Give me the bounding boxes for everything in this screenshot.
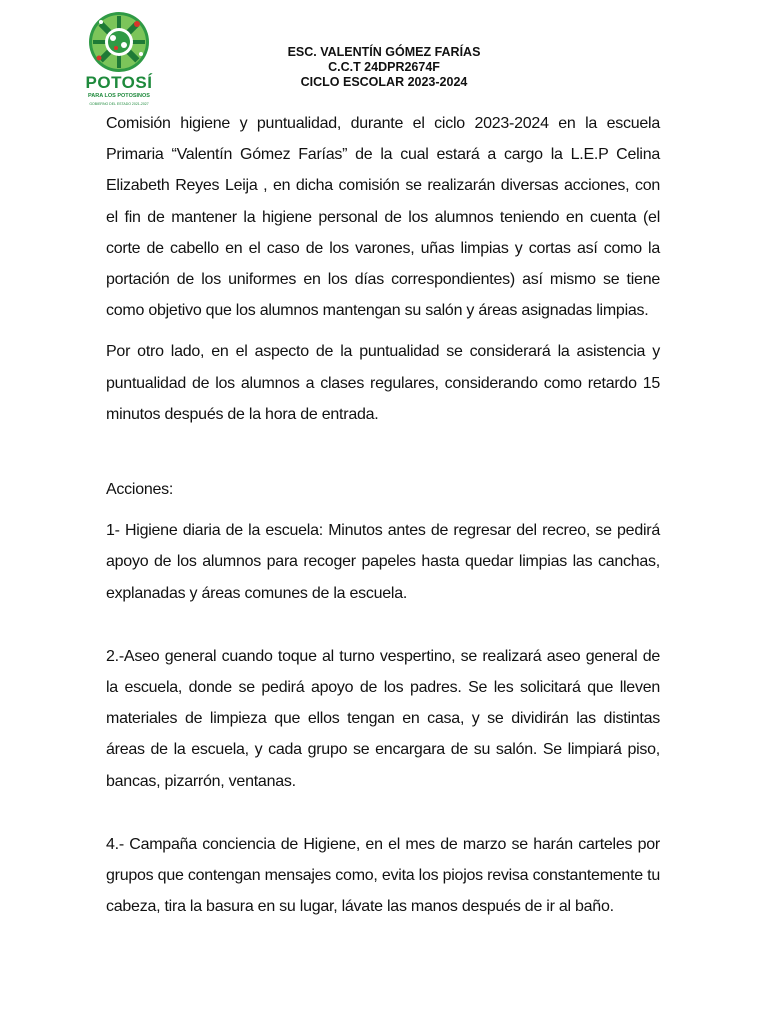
document-header bbox=[0, 45, 768, 90]
school-cct: C.C.T 24DPR2674F bbox=[328, 60, 440, 74]
logo-gov-text: GOBIERNO DEL ESTADO 2021-2027 bbox=[89, 102, 149, 106]
school-cycle: CICLO ESCOLAR 2023-2024 bbox=[300, 75, 468, 89]
logo-tagline: PARA LOS POTOSINOS bbox=[88, 93, 150, 99]
accion-1-paragraph: 1- Higiene diaria de la escuela: Minutos antes de regresar del recreo, se pedirá apoyo de los alumnos para recoger papeles hasta quedar limpias las canchas, explanadas y áreas comunes de la escuela. bbox=[106, 522, 660, 602]
document-body bbox=[106, 108, 660, 922]
logo-brand: POTOSÍ bbox=[85, 73, 153, 92]
accion-4-paragraph: 4.- Campaña conciencia de Higiene, en el mes de marzo se harán carteles por grupos que contengan mensajes como, evita los piojos revisa constantemente tu cabeza, tira la basura en su lugar, lávate las manos después de ir al baño. bbox=[106, 835, 660, 916]
acciones-heading: Acciones: bbox=[106, 481, 174, 499]
puntualidad-paragraph: Por otro lado, en el aspecto de la puntualidad se considerará la asistencia y puntualidad de los alumnos a clases regulares, considerando como retardo 15 minutos después de la hora de entrada. bbox=[106, 343, 660, 423]
intro-paragraph: Comisión higiene y puntualidad, durante el ciclo 2023-2024 en la escuela Primaria “Valentín Gómez Farías” de la cual estará a cargo la L.E.P Celina Elizabeth Reyes Leija , en dicha comisión se realizarán diversas acciones, con el fin de mantener la higiene personal de los alumnos teniendo en cuenta (el corte de cabello en el caso de los varones, uñas limpias y cortas así como la portación de los uniformes en los días correspondientes) así mismo se tiene como objetivo que los alumnos mantengan su salón y áreas asignadas limpias. bbox=[106, 115, 660, 320]
accion-2-paragraph: 2.-Aseo general cuando toque al turno vespertino, se realizará aseo general de la escuela, donde se pedirá apoyo de los padres. Se les solicitará que lleven materiales de limpieza que ellos tengan en casa, y se dividirán las distintas áreas de la escuela, y cada grupo se encargara de su salón. Se limpiará piso, bancas, pizarrón, ventanas. bbox=[106, 647, 660, 790]
school-name: ESC. VALENTÍN GÓMEZ FARÍAS bbox=[287, 45, 481, 59]
